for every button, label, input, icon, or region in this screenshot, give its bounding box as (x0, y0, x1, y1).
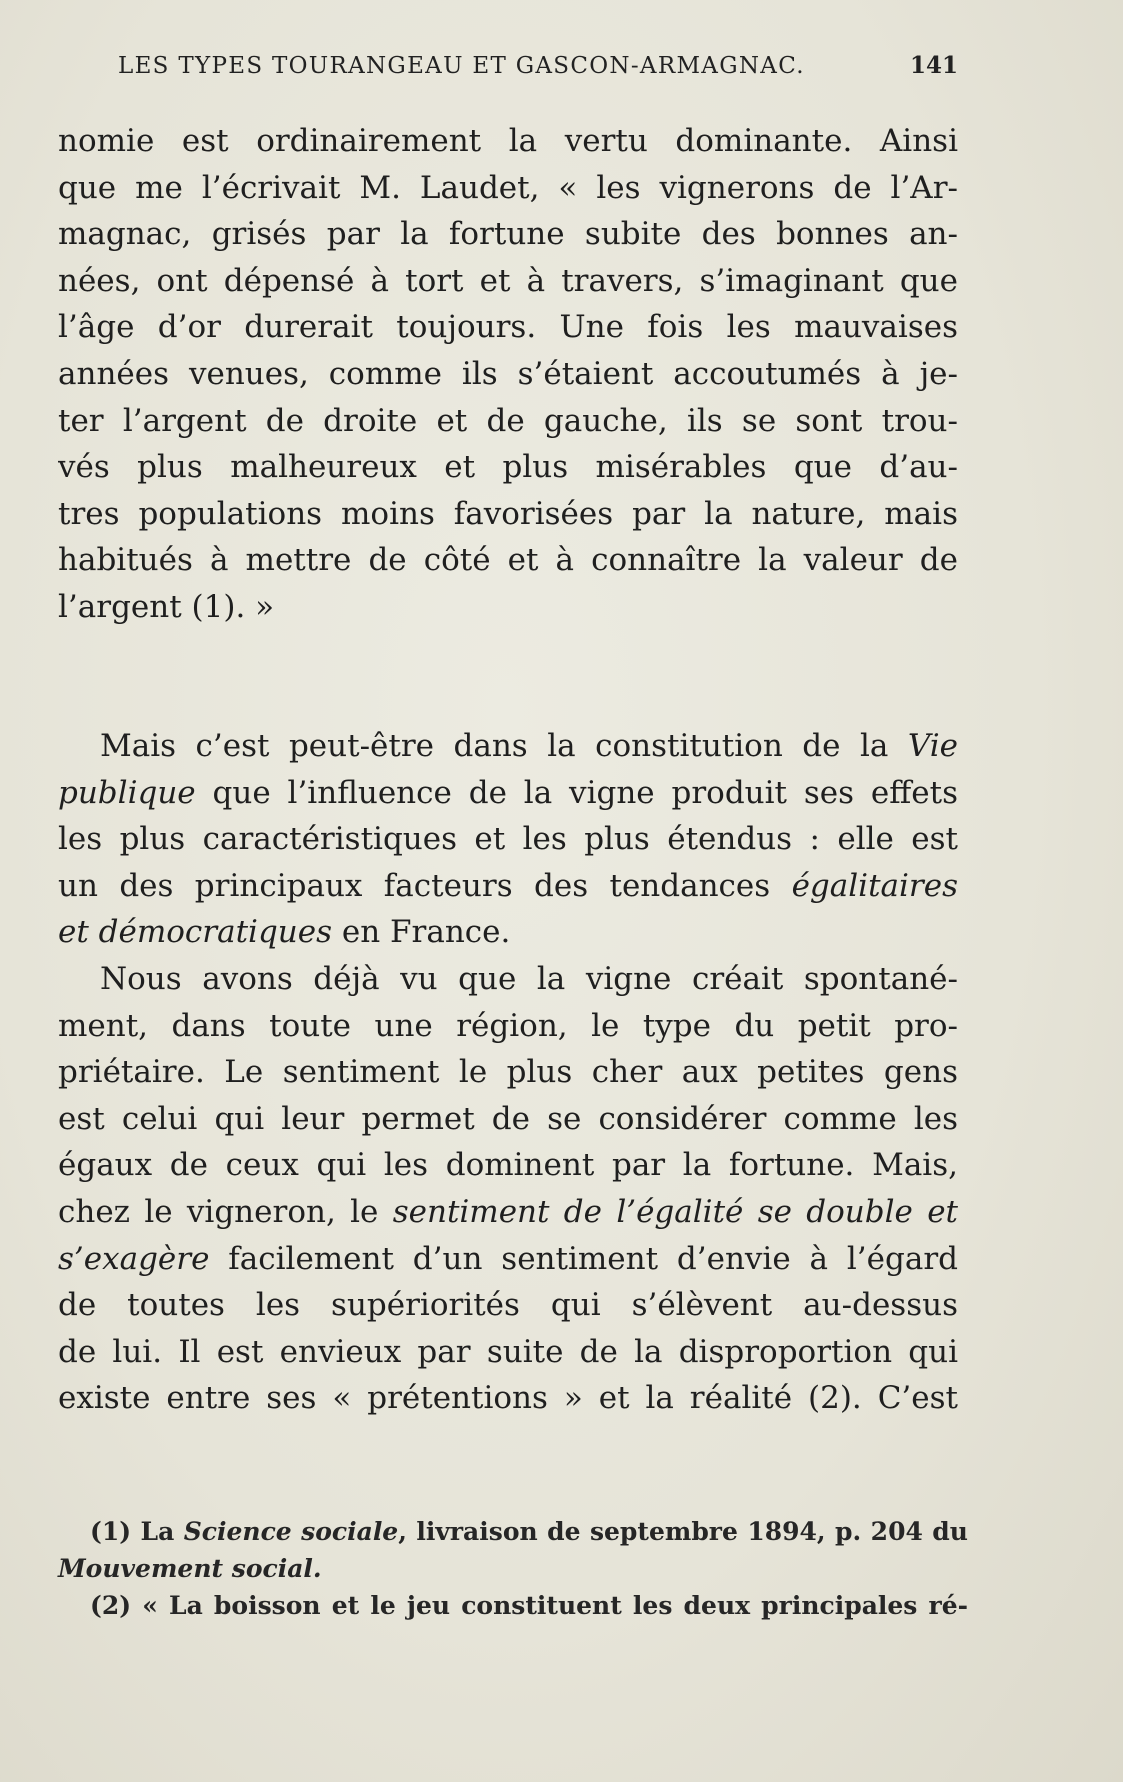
text-line (58, 723, 958, 770)
italic-segment: égalitaires (791, 867, 958, 904)
text-line: égaux de ceux qui les dominent par la fortune. Mais, (58, 1147, 958, 1184)
text-line: de toutes les supériorités qui s’élèvent au-dessus (58, 1287, 958, 1324)
text-segment: que l’influence de la vigne produit ses effets (195, 774, 958, 811)
italic-segment: et démocratiques (58, 914, 333, 951)
text-line: habitués à mettre de côté et à connaître la valeur de (58, 542, 958, 579)
footnotes (58, 1513, 968, 1624)
text-line: années venues, comme ils s’étaient accoutumés à je- (58, 355, 958, 392)
page-number: 141 (909, 52, 958, 79)
footnote-1 (58, 1513, 968, 1550)
text-segment: Mais c’est peut-être dans la constitution de la (100, 728, 908, 764)
text-line: ter l’argent de droite et de gauche, ils se sont trou- (58, 402, 958, 439)
italic-segment: s’exagère (58, 1240, 210, 1277)
running-header (118, 52, 958, 79)
text-line: nées, ont dépensé à tort et à travers, s’imaginant que (58, 262, 958, 299)
text-line: que me l’écrivait M. Laudet, « les vignerons de l’Ar- (58, 169, 958, 206)
text-line: de lui. Il est envieux par suite de la disproportion qui (58, 1333, 958, 1370)
running-title: LES TYPES TOURANGEAU ET GASCON-ARMAGNAC. (118, 53, 805, 79)
text-line (58, 1236, 958, 1283)
italic-segment: publique (58, 774, 196, 811)
text-line: magnac, grisés par la fortune subite des bonnes an- (58, 216, 958, 253)
footnote-1-continued (58, 1550, 968, 1587)
text-segment: , livraison de septembre 1894, p. 204 du (398, 1517, 968, 1546)
text-line: ment, dans toute une région, le type du petit pro- (58, 1007, 958, 1044)
italic-segment: Vie (907, 728, 958, 764)
text-line (58, 863, 958, 910)
text-line (58, 770, 958, 817)
italic-segment: sentiment de l’égalité se double et (392, 1193, 958, 1230)
footnote-2: (2) « La boisson et le jeu constituent les deux principales ré- (90, 1591, 968, 1620)
text-line: est celui qui leur permet de se considérer comme les (58, 1100, 958, 1137)
text-segment: en France. (332, 914, 511, 951)
text-line: priétaire. Le sentiment le plus cher aux petites gens (58, 1054, 958, 1091)
text-segment: un des principaux facteurs des tendances (58, 867, 792, 904)
text-line: l’âge d’or durerait toujours. Une fois les mauvaises (58, 309, 958, 346)
text-line: vés plus malheureux et plus misérables que d’au- (58, 449, 958, 486)
text-line (58, 909, 958, 956)
italic-segment: Science sociale (183, 1517, 399, 1546)
text-segment: chez le vigneron, le (58, 1193, 393, 1230)
paragraph-1 (58, 118, 958, 631)
text-segment: facilement d’un sentiment d’envie à l’égard (209, 1240, 958, 1277)
text-line: tres populations moins favorisées par la nature, mais (58, 495, 958, 532)
text-line: Nous avons déjà vu que la vigne créait spontané- (100, 960, 958, 997)
text-line: existe entre ses « prétentions » et la réalité (2). C’est (58, 1380, 958, 1417)
paragraphs-2-3 (58, 723, 958, 1422)
text-line (58, 1189, 958, 1236)
italic-segment: Mouvement social. (58, 1554, 322, 1583)
text-segment: (1) La (90, 1517, 184, 1546)
text-line: nomie est ordinairement la vertu dominante. Ainsi (58, 123, 958, 159)
text-line: l’argent (1). » (58, 588, 275, 625)
text-line: les plus caractéristiques et les plus étendus : elle est (58, 821, 958, 858)
